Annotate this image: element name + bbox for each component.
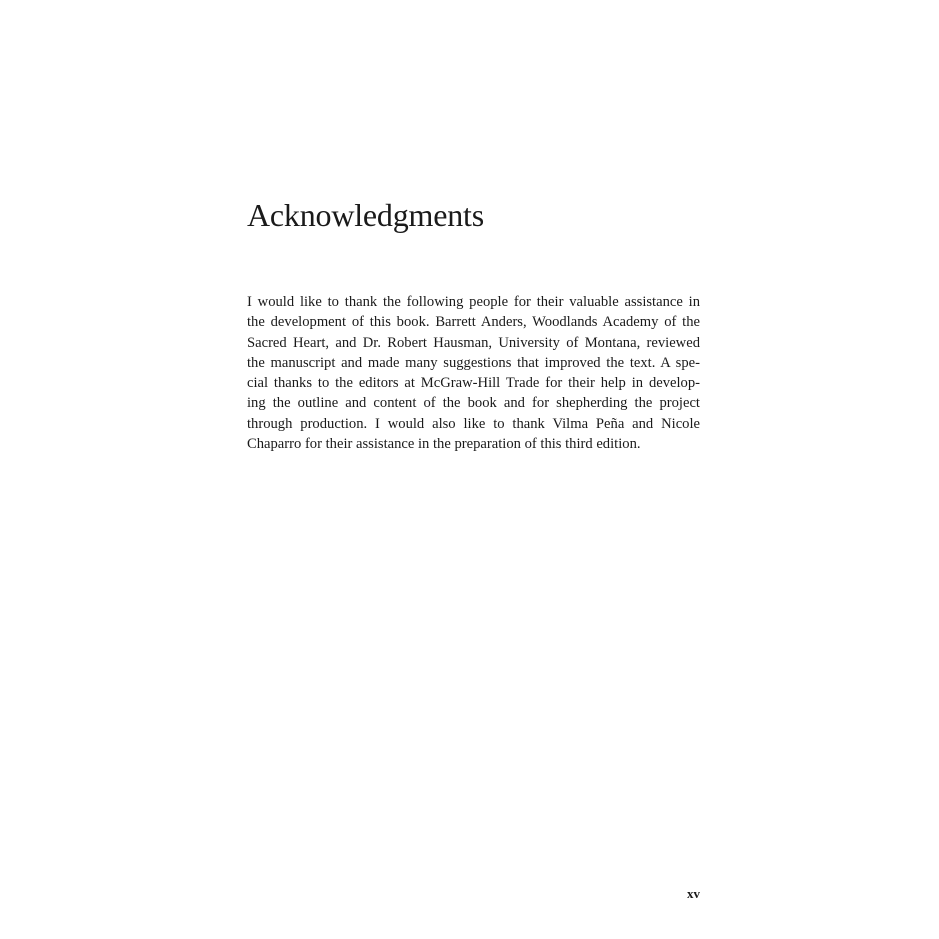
- paragraph-line: ing the outline and content of the book and for shepherding the project: [247, 395, 700, 412]
- acknowledgments-paragraph: [247, 292, 700, 454]
- paragraph-line: Chaparro for their assistance in the preparation of this third edition.: [247, 436, 641, 453]
- page-title: Acknowledgments: [247, 197, 484, 233]
- paragraph-line: Sacred Heart, and Dr. Robert Hausman, University of Montana, reviewed: [247, 334, 700, 351]
- paragraph-line: the manuscript and made many suggestions that improved the text. A spe-: [247, 354, 700, 371]
- page-number: xv: [687, 886, 700, 901]
- paragraph-line: cial thanks to the editors at McGraw-Hill Trade for their help in develop-: [247, 375, 700, 392]
- paragraph-line: through production. I would also like to thank Vilma Peña and Nicole: [247, 415, 700, 432]
- paragraph-line: I would like to thank the following people for their valuable assistance in: [247, 294, 700, 310]
- paragraph-line: the development of this book. Barrett Anders, Woodlands Academy of the: [247, 314, 700, 331]
